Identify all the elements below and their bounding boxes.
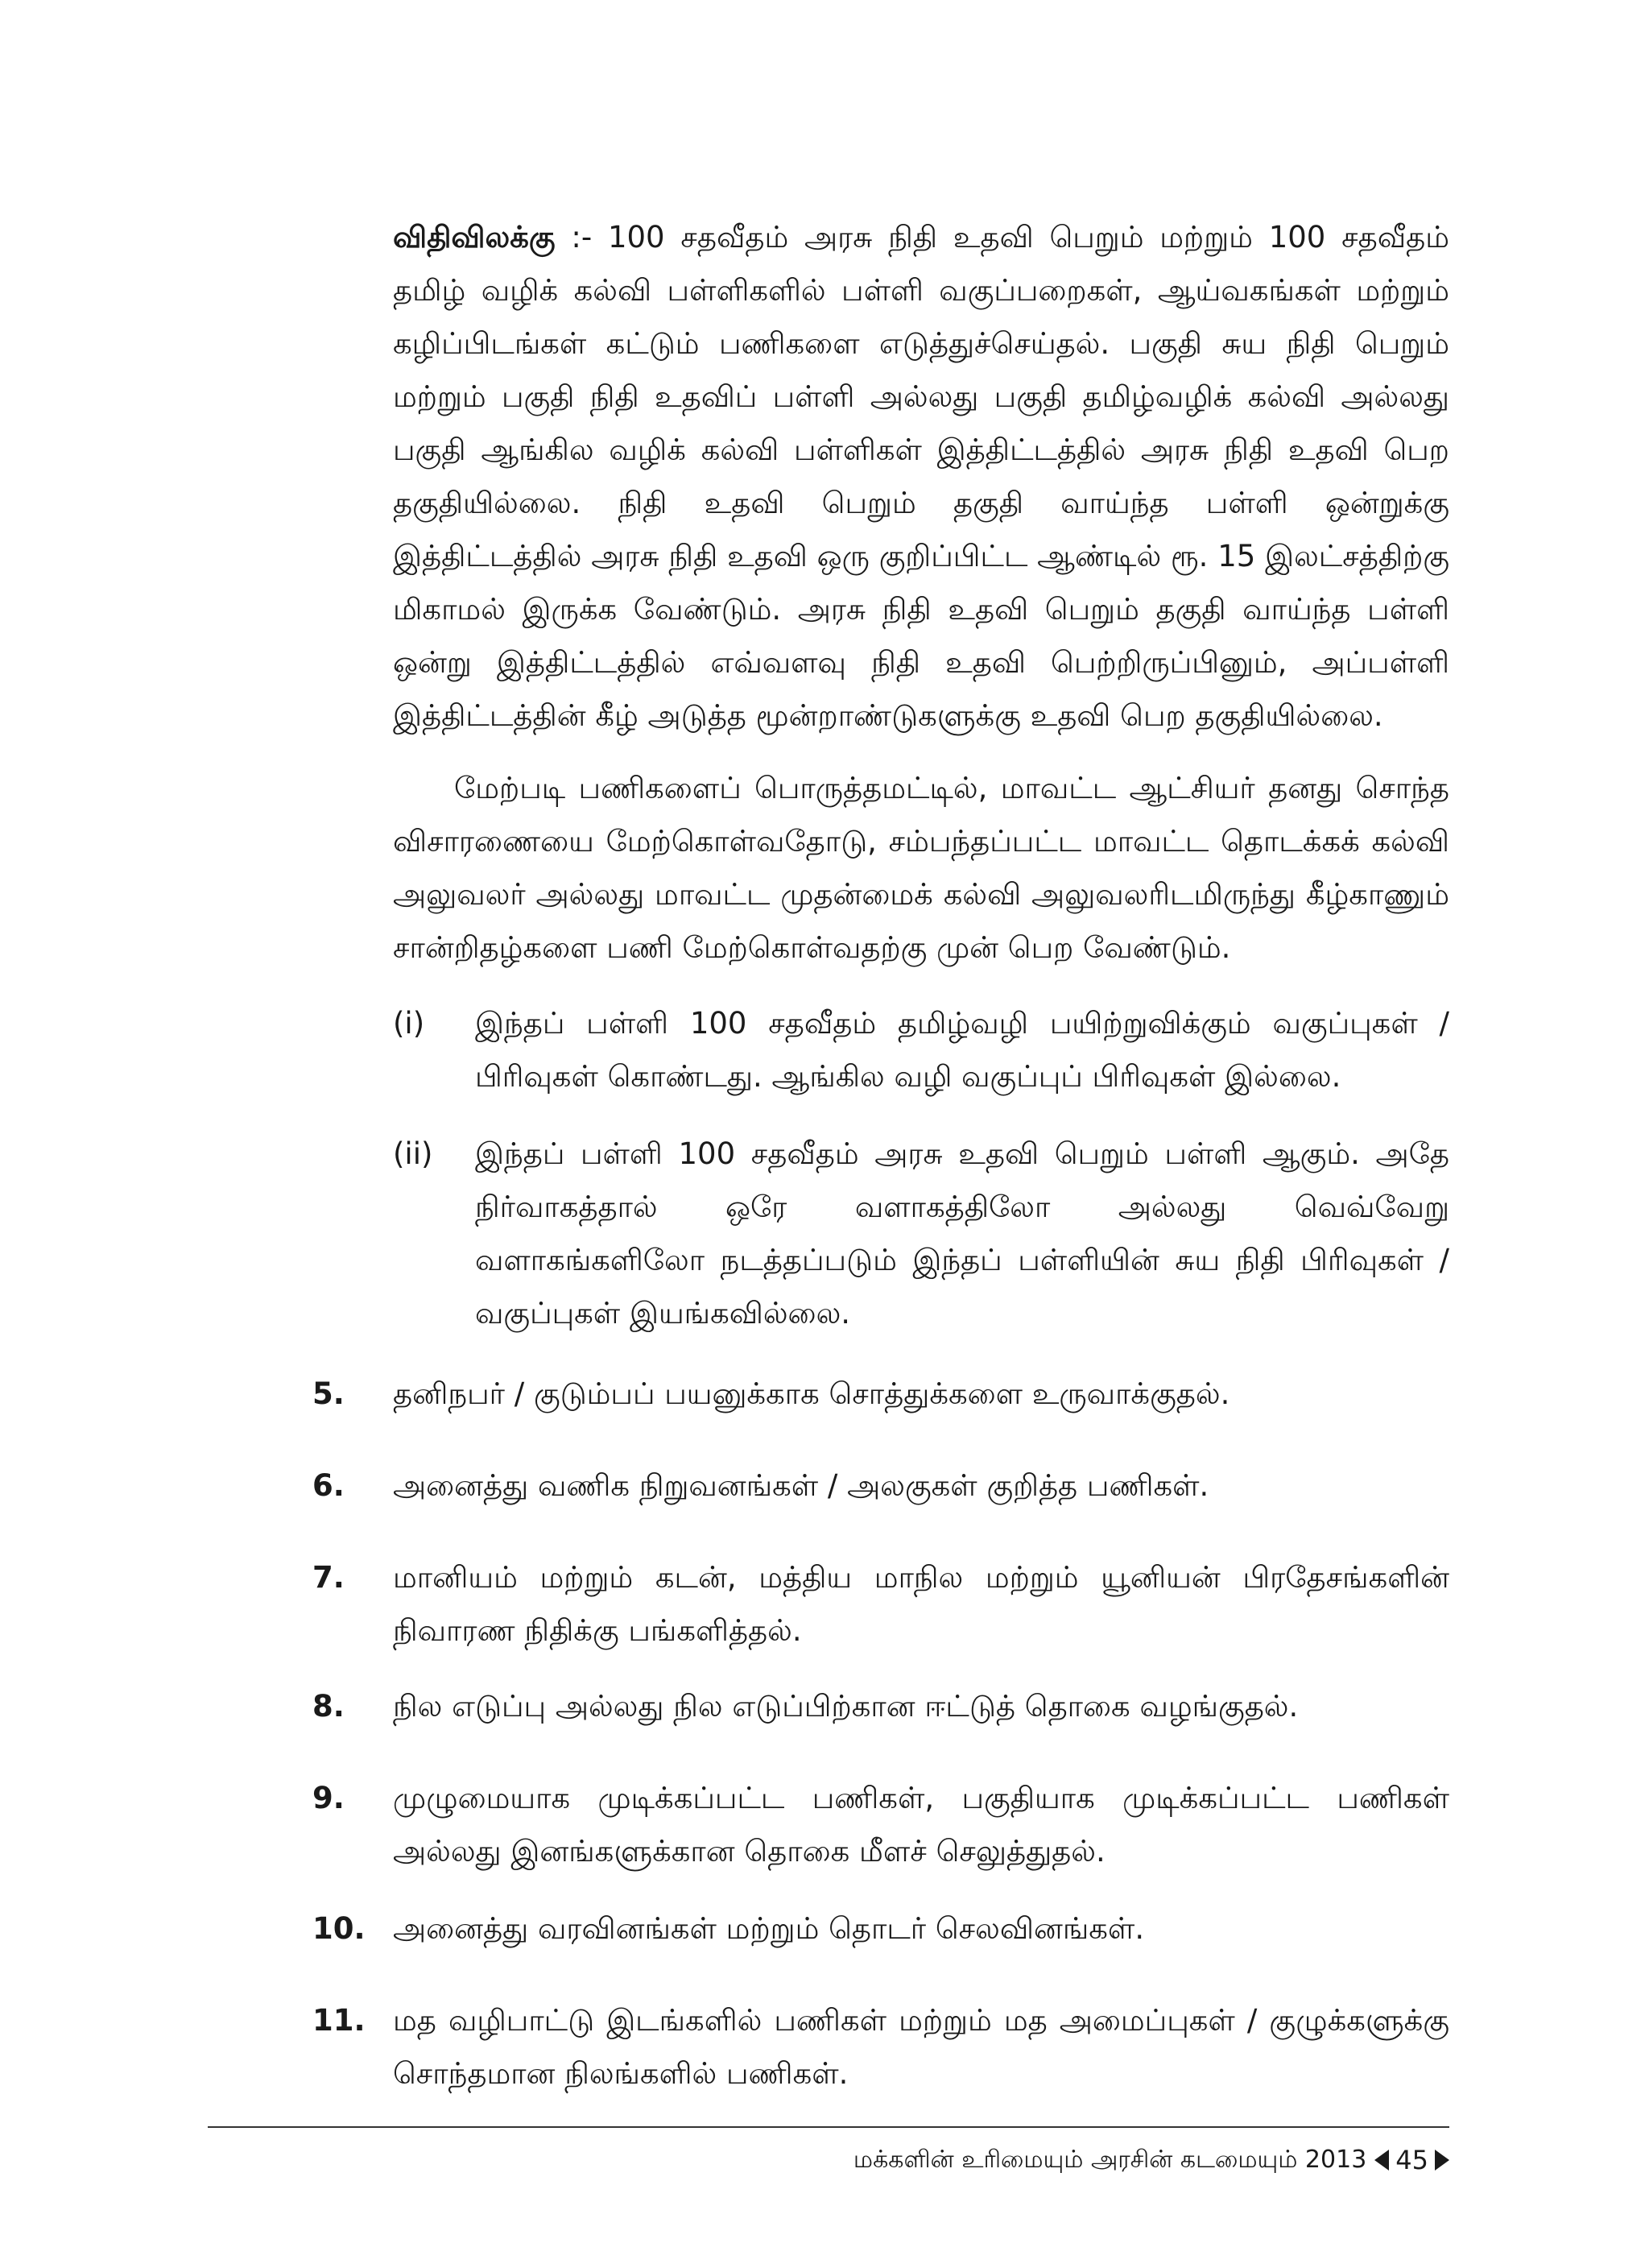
page-footer (853, 2142, 1449, 2178)
triangle-right-icon (1435, 2150, 1449, 2171)
list-item-number: 6. (312, 1468, 345, 1503)
list-item-text: மத வழிபாட்டு இடங்களில் பணிகள் மற்றும் மத அமைப்புகள் / குழுக்களுக்கு சொந்தமான நிலங்களில் பணிகள். (393, 2003, 1449, 2091)
list-item-number: 9. (312, 1781, 345, 1815)
verification-paragraph: மேற்படி பணிகளைப் பொருத்தமட்டில், மாவட்ட ஆட்சியர் தனது சொந்த விசாரணையை மேற்கொள்வதோடு, சம்பந்தப்பட்ட மாவட்ட தொடக்கக் கல்வி அலுவலர் அல்லது மாவட்ட முதன்மைக் கல்வி அலுவலரிடமிருந்து கீழ்காணும் சான்றிதழ்களை பணி மேற்கொள்வதற்கு முன் பெற வேண்டும். (393, 771, 1449, 965)
page-number: 45 (1395, 2145, 1428, 2175)
certificate-text: இந்தப் பள்ளி 100 சதவீதம் தமிழ்வழி பயிற்றுவிக்கும் வகுப்புகள் / பிரிவுகள் கொண்டது. ஆங்கில வழி வகுப்புப் பிரிவுகள் இல்லை. (475, 1006, 1449, 1094)
triangle-left-icon (1374, 2150, 1389, 2171)
certificate-number: (i) (393, 1006, 425, 1041)
certificate-number: (ii) (393, 1136, 433, 1171)
list-item-text: நில எடுப்பு அல்லது நில எடுப்பிற்கான ஈட்டுத் தொகை வழங்குதல். (393, 1689, 1299, 1724)
list-item-text: முழுமையாக முடிக்கப்பட்ட பணிகள், பகுதியாக முடிக்கப்பட்ட பணிகள் அல்லது இனங்களுக்கான தொகை மீளச் செலுத்துதல். (393, 1781, 1449, 1869)
list-item-number: 10. (312, 1911, 366, 1946)
footer-title: மக்களின் உரிமையும் அரசின் கடமையும் 2013 (853, 2146, 1367, 2174)
list-item-text: தனிநபர் / குடும்பப் பயனுக்காக சொத்துக்களை உருவாக்குதல். (393, 1376, 1230, 1411)
exception-text: :- 100 சதவீதம் அரசு நிதி உதவி பெறும் மற்றும் 100 சதவீதம் தமிழ் வழிக் கல்வி பள்ளிகளில் பள்ளி வகுப்பறைகள், ஆய்வகங்கள் மற்றும் கழிப்பிடங்கள் கட்டும் பணிகளை எடுத்துச்செய்தல். பகுதி சுய நிதி பெறும் மற்றும் பகுதி நிதி உதவிப் பள்ளி அல்லது பகுதி தமிழ்வழிக் கல்வி அல்லது பகுதி ஆங்கில வழிக் கல்வி பள்ளிகள் இத்திட்டத்தில் அரசு நிதி உதவி பெற தகுதியில்லை. நிதி உதவி பெறும் தகுதி வாய்ந்த பள்ளி ஒன்றுக்கு இத்திட்டத்தில் அரசு நிதி உதவி ஒரு குறிப்பிட்ட ஆண்டில் ரூ. 15 இலட்சத்திற்கு மிகாமல் இருக்க வேண்டும். அரசு நிதி உதவி பெறும் தகுதி வாய்ந்த பள்ளி ஒன்று இத்திட்டத்தில் எவ்வளவு நிதி உதவி பெற்றிருப்பினும், அப்பள்ளி இத்திட்டத்தின் கீழ் அடுத்த மூன்றாண்டுகளுக்கு உதவி பெற தகுதியில்லை. (393, 220, 1449, 733)
list-item-number: 11. (312, 2003, 366, 2038)
exception-paragraph (393, 211, 1449, 743)
list-item-number: 8. (312, 1689, 345, 1724)
list-item-text: அனைத்து வணிக நிறுவனங்கள் / அலகுகள் குறித்த பணிகள். (393, 1468, 1209, 1503)
list-item-text: மானியம் மற்றும் கடன், மத்திய மாநில மற்றும் யூனியன் பிரதேசங்களின் நிவாரண நிதிக்கு பங்களித்தல். (393, 1560, 1449, 1648)
exception-heading: விதிவிலக்கு (393, 220, 556, 255)
list-item-number: 5. (312, 1376, 345, 1411)
list-item-number: 7. (312, 1560, 345, 1595)
certificate-text: இந்தப் பள்ளி 100 சதவீதம் அரசு உதவி பெறும் பள்ளி ஆகும். அதே நிர்வாகத்தால் ஒரே வளாகத்திலோ அல்லது வெவ்வேறு வளாகங்களிலோ நடத்தப்படும் இந்தப் பள்ளியின் சுய நிதி பிரிவுகள் / வகுப்புகள் இயங்கவில்லை. (475, 1136, 1449, 1331)
footer-divider (208, 2126, 1449, 2128)
list-item-text: அனைத்து வரவினங்கள் மற்றும் தொடர் செலவினங்கள். (393, 1911, 1145, 1946)
